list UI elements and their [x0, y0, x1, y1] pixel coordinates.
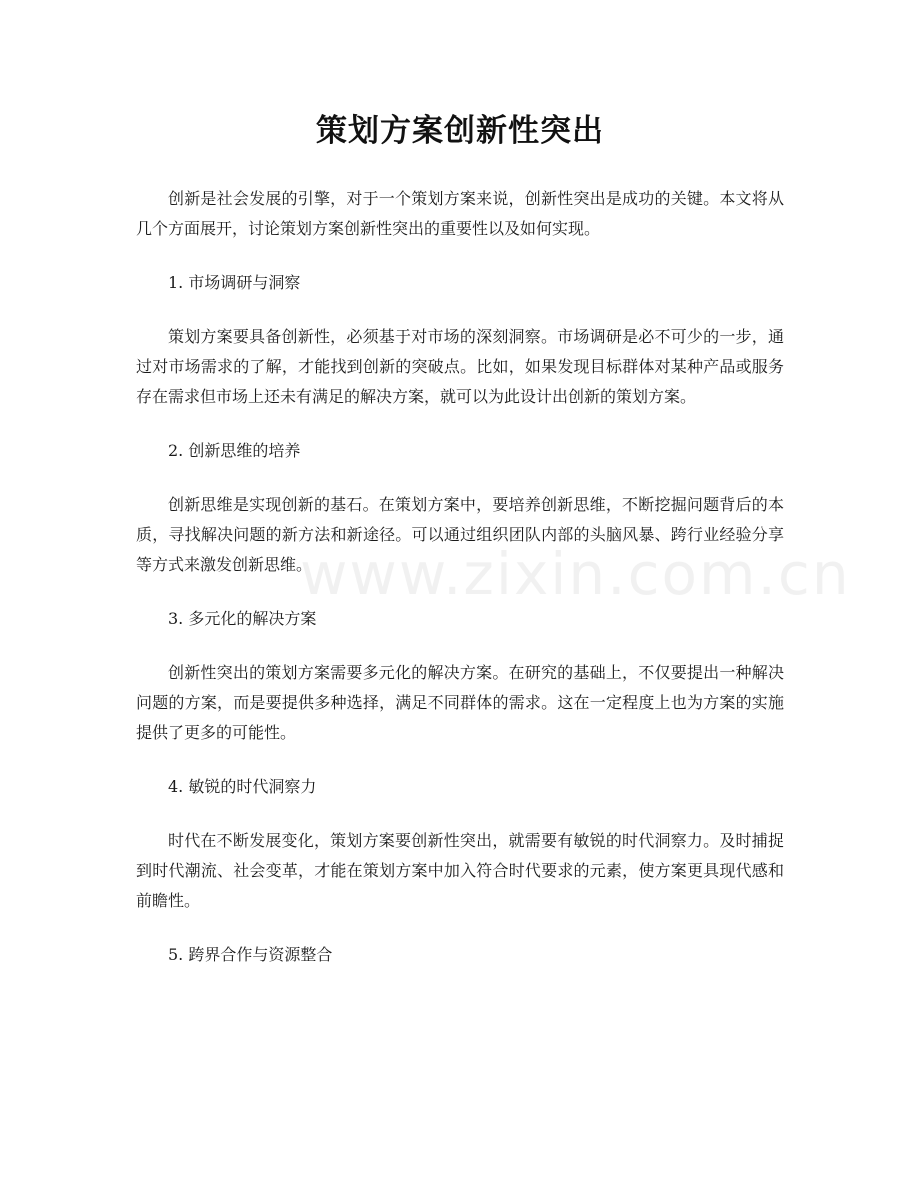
intro-paragraph: 创新是社会发展的引擎，对于一个策划方案来说，创新性突出是成功的关键。本文将从几个方面展开，讨论策划方案创新性突出的重要性以及如何实现。 — [136, 189, 784, 238]
section-heading-4: 4. 敏锐的时代洞察力 — [168, 777, 317, 796]
section-heading-3: 3. 多元化的解决方案 — [168, 609, 317, 628]
section-body-4: 时代在不断发展变化，策划方案要创新性突出，就需要有敏锐的时代洞察力。及时捕捉到时代潮流、社会变革，才能在策划方案中加入符合时代要求的元素，使方案更具现代感和前瞻性。 — [136, 831, 784, 910]
section-heading-2: 2. 创新思维的培养 — [168, 441, 301, 460]
watermark: www.zixin.com.cn — [300, 540, 851, 608]
section-body-2: 创新思维是实现创新的基石。在策划方案中，要培养创新思维，不断挖掘问题背后的本质，寻找解决问题的新方法和新途径。可以通过组织团队内部的头脑风暴、跨行业经验分享等方式来激发创新思维。 — [136, 495, 784, 574]
section-body-3: 创新性突出的策划方案需要多元化的解决方案。在研究的基础上，不仅要提出一种解决问题的方案，而是要提供多种选择，满足不同群体的需求。这在一定程度上也为方案的实施提供了更多的可能性。 — [136, 663, 784, 742]
section-body-1: 策划方案要具备创新性，必须基于对市场的深刻洞察。市场调研是必不可少的一步，通过对市场需求的了解，才能找到创新的突破点。比如，如果发现目标群体对某种产品或服务存在需求但市场上还未有满足的解决方案，就可以为此设计出创新的策划方案。 — [136, 327, 784, 406]
document-title: 策划方案创新性突出 — [316, 113, 604, 149]
document-body — [136, 184, 784, 994]
section-heading-1: 1. 市场调研与洞察 — [168, 273, 301, 292]
section-heading-5: 5. 跨界合作与资源整合 — [168, 945, 333, 964]
